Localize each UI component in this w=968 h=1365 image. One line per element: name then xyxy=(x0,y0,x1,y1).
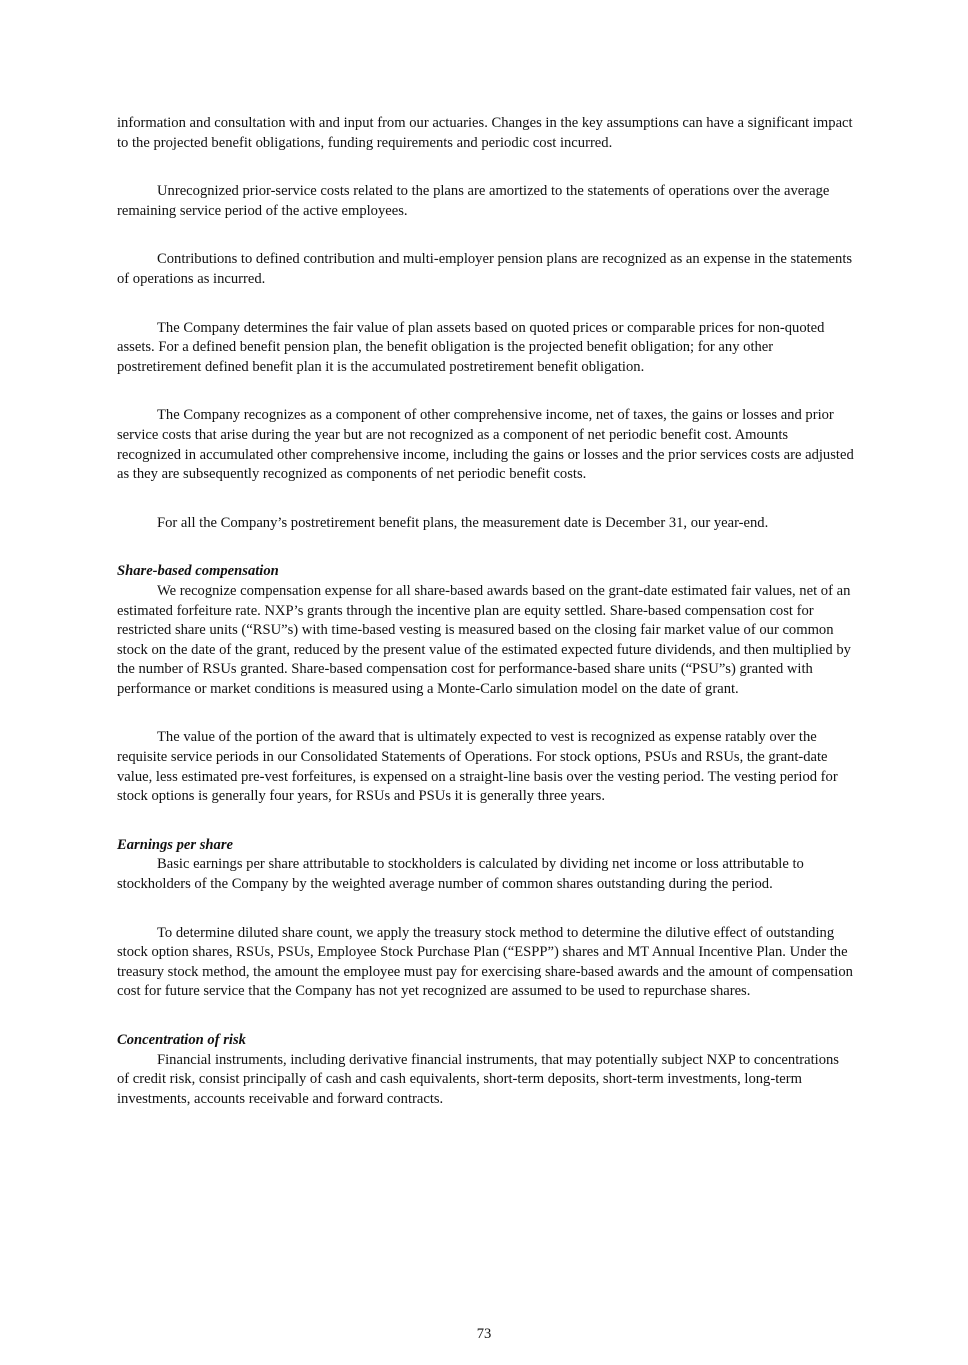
paragraph-contributions: Contributions to defined contribution and multi-employer pension plans are recognized as an expense in the statements of operations as incurred. xyxy=(117,251,853,287)
paragraph-share-based-expense: We recognize compensation expense for all share-based awards based on the grant-date estimated fair values, net of an estimated forfeiture rate. NXP’s grants through the incentive plan are equity settled. Share-based compensation cost for restricted share units (“RSU”s) with time-based vesting is measured based on the closing fair market value of our common stock on the date of the grant, reduced by the present value of the estimated expected future dividends, and then multiplied by the number of RSUs granted. Share-based compensation cost for performance-based share units (“PSU”s) granted with performance or market conditions is measured using a Monte-Carlo simulation model on the date of grant. xyxy=(117,582,851,697)
page-number: 73 xyxy=(476,1326,492,1342)
paragraph-actuaries: information and consultation with and input from our actuaries. Changes in the key assumptions can have a significant impact to the projected benefit obligations, funding requirements and periodic cost incurred. xyxy=(117,115,853,151)
section-heading-earnings-per-share: Earnings per share xyxy=(117,836,233,853)
paragraph-credit-risk: Financial instruments, including derivative financial instruments, that may potentially subject NXP to concentrations of credit risk, consist principally of cash and cash equivalents, short-term deposits, short-term investments, long-term investments, accounts receivable and forward contracts. xyxy=(117,1051,839,1107)
paragraph-basic-eps: Basic earnings per share attributable to stockholders is calculated by dividing net income or loss attributable to stockholders of the Company by the weighted average number of common shares outstanding during the period. xyxy=(117,856,804,893)
paragraph-vesting: The value of the portion of the award that is ultimately expected to vest is recognized as expense ratably over the requisite service periods in our Consolidated Statements of Operations. For stock options, PSUs and RSUs, the grant-date value, less estimated pre-vest forfeitures, is expensed on a straight-line basis over the vesting period. The vesting period for stock options is generally four years, for RSUs and PSUs it is generally three years. xyxy=(117,729,838,805)
paragraph-prior-service-costs: Unrecognized prior-service costs related to the plans are amortized to the statements of operations over the average remaining service period of the active employees. xyxy=(117,183,830,219)
paragraph-other-comprehensive-income: The Company recognizes as a component of other comprehensive income, net of taxes, the gains or losses and prior service costs that arise during the year but are not recognized as a component of net periodic benefit cost. Amounts recognized in accumulated other comprehensive income, including the gains or losses and the prior services costs are adjusted as they are subsequently recognized as components of net periodic benefit costs. xyxy=(117,407,854,483)
document-body xyxy=(117,114,854,1138)
paragraph-fair-value-plan-assets: The Company determines the fair value of plan assets based on quoted prices or comparable prices for non-quoted assets. For a defined benefit pension plan, the benefit obligation is the projected benefit obligation; for any other postretirement defined benefit plan it is the accumulated postretirement benefit obligation. xyxy=(117,319,825,375)
paragraph-measurement-date: For all the Company’s postretirement benefit plans, the measurement date is December 31, our year-end. xyxy=(157,514,769,531)
paragraph-diluted-share-count: To determine diluted share count, we apply the treasury stock method to determine the dilutive effect of outstanding stock option shares, RSUs, PSUs, Employee Stock Purchase Plan (“ESPP”) shares and MT Annual Incentive Plan. Under the treasury stock method, the amount the employee must pay for exercising share-based awards and the amount of compensation cost for future service that the Company has not yet recognized are assumed to be used to repurchase shares. xyxy=(117,924,853,1000)
section-heading-share-based-compensation: Share-based compensation xyxy=(117,563,279,580)
section-heading-concentration-of-risk: Concentration of risk xyxy=(117,1032,246,1048)
